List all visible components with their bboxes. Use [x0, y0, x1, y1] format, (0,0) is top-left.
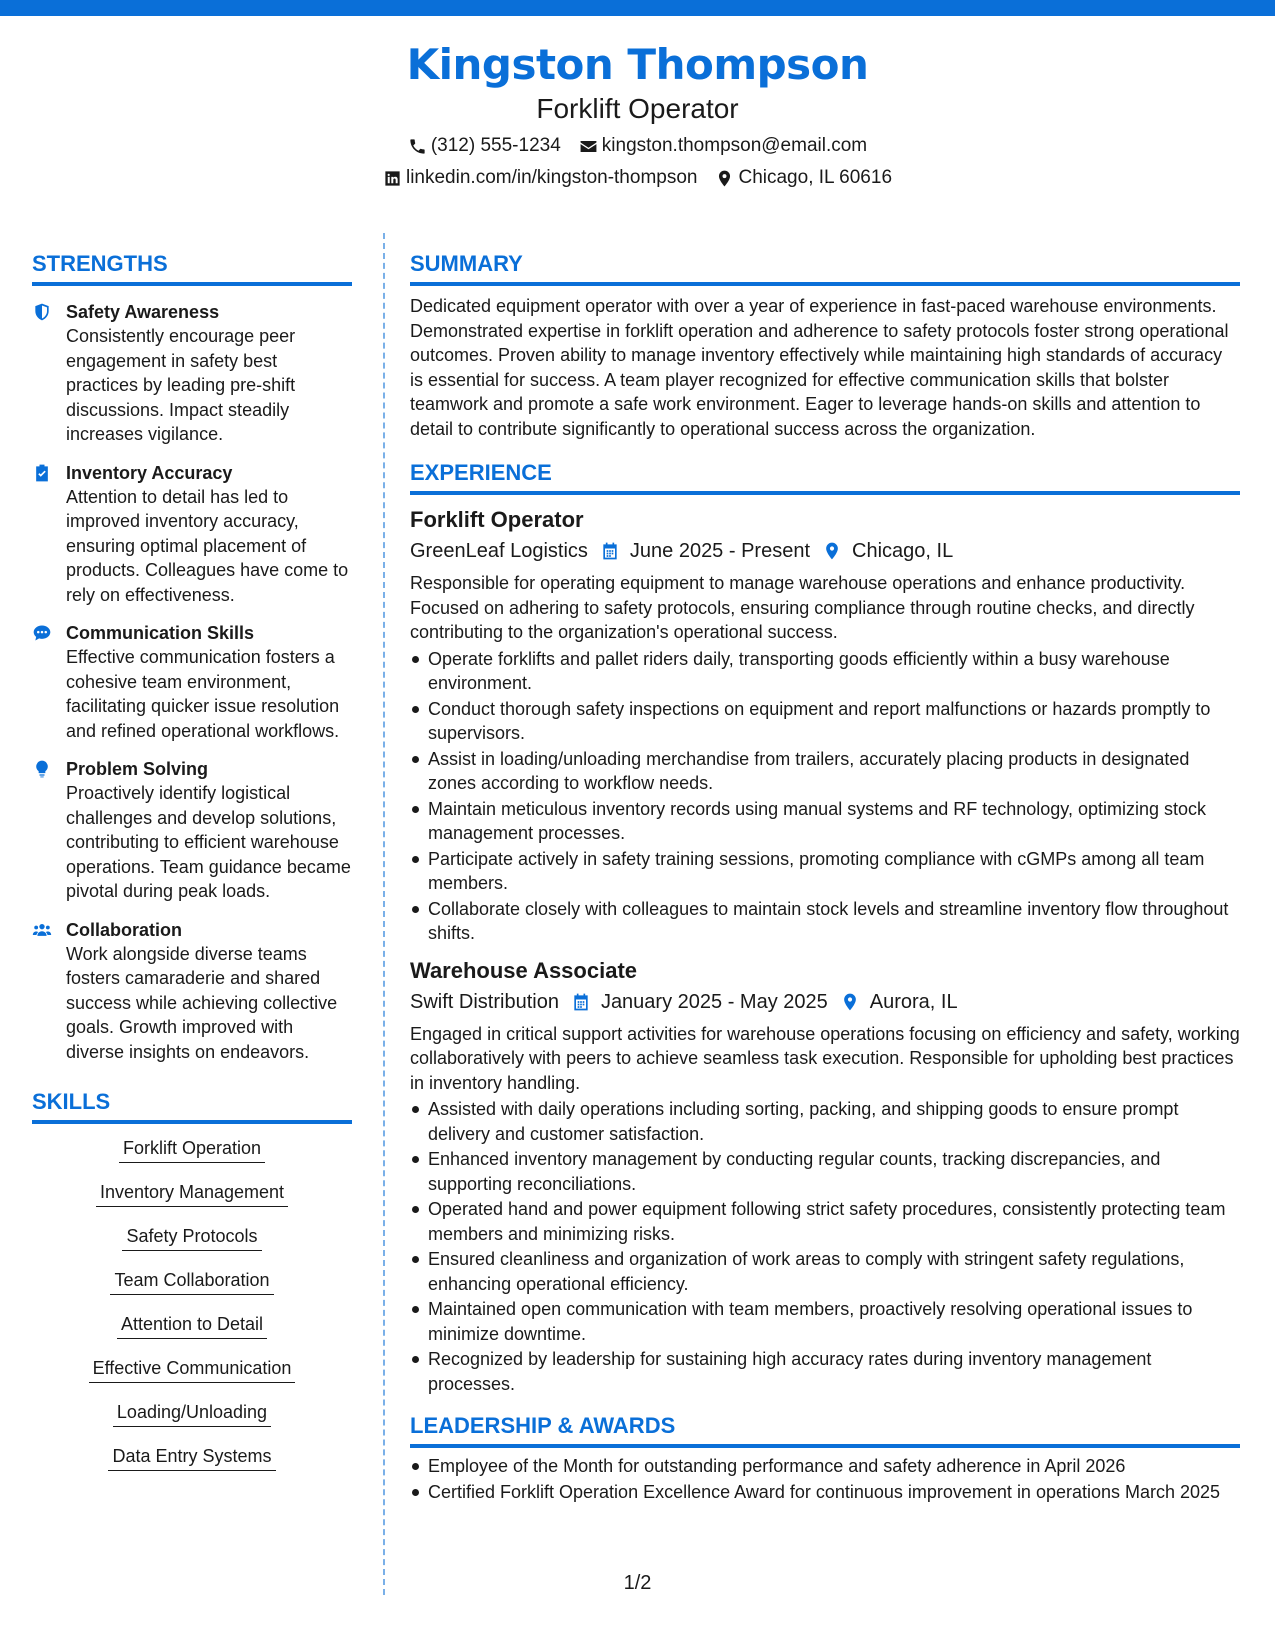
bullet-item: Operate forklifts and pallet riders daily, transporting goods efficiently within a busy warehouse environment. [410, 647, 1240, 696]
award-item: Employee of the Month for outstanding performance and safety adherence in April 2026 [410, 1454, 1240, 1479]
strength-title: Inventory Accuracy [66, 462, 233, 483]
bullet-item: Maintained open communication with team members, proactively resolving operational issues to minimize downtime. [410, 1297, 1240, 1346]
job-location: Aurora, IL [869, 990, 958, 1013]
envelope-icon [579, 137, 598, 156]
bullet-item: Collaborate closely with colleagues to maintain stock levels and streamline inventory flow throughout shifts. [410, 897, 1240, 946]
strength-title: Collaboration [66, 919, 182, 940]
strength-item [32, 621, 352, 743]
bullet-item: Conduct thorough safety inspections on equipment and report malfunctions or hazards promptly to supervisors. [410, 697, 1240, 746]
job-description: Engaged in critical support activities for warehouse operations focusing on efficiency and safety, working collaboratively with peers to achieve seamless task execution. Responsible for upholding best practices in inventory handling. [410, 1023, 1240, 1093]
map-pin-icon [715, 169, 734, 188]
bullet-item: Ensured cleanliness and organization of work areas to comply with stringent safety regulations, enhancing operational efficiency. [410, 1247, 1240, 1296]
phone-text: (312) 555-1234 [430, 135, 561, 156]
job-title: Warehouse Associate [410, 957, 638, 983]
map-pin-icon [822, 541, 842, 561]
awards-heading: LEADERSHIP & AWARDS [410, 1412, 1240, 1448]
job-title: Forklift Operator [410, 507, 584, 532]
company-name: Swift Distribution [410, 990, 559, 1013]
experience-heading: EXPERIENCE [410, 459, 1240, 495]
strength-item [32, 300, 352, 447]
strength-title: Communication Skills [66, 623, 255, 643]
users-icon [32, 920, 52, 940]
award-item: Certified Forklift Operation Excellence Award for continuous improvement in operations March 2025 [410, 1480, 1240, 1505]
email-text: kingston.thompson@email.com [601, 135, 868, 156]
left-column [32, 250, 352, 1488]
bullet-item: Recognized by leadership for sustaining high accuracy rates during inventory management processes. [410, 1347, 1240, 1396]
job-meta [410, 988, 1240, 1016]
skill-item: Safety Protocols [122, 1224, 261, 1251]
strength-item [32, 461, 352, 608]
bullet-item: Participate actively in safety training sessions, promoting compliance with cGMPs among all team members. [410, 847, 1240, 896]
job-meta [410, 537, 1240, 565]
contact-row-2 [0, 166, 1275, 190]
experience-section [410, 459, 1240, 1396]
strength-description: Work alongside diverse teams fosters camaraderie and shared success while achieving collective goals. Growth improved with diverse insights on endeavors. [66, 943, 338, 1062]
job-location: Chicago, IL [852, 540, 954, 562]
chat-bubble-icon [32, 623, 52, 643]
shield-icon [32, 302, 52, 322]
skills-heading: SKILLS [32, 1088, 352, 1124]
contact-row-1 [0, 134, 1275, 158]
job-description: Responsible for operating equipment to manage warehouse operations and enhance productivity. Focused on adhering to safety protocols, ensuring compliance through routine checks, and directly contributing to the organization's operational success. [410, 573, 1195, 642]
linkedin-text: linkedin.com/in/kingston-thompson [405, 167, 698, 188]
skill-item: Forklift Operation [119, 1136, 265, 1163]
summary-text: Dedicated equipment operator with over a year of experience in fast-paced warehouse environments. Demonstrated expertise in forklift operation and adherence to safety protocols foster strong operational outcomes. Proven ability to manage inventory effectively while maintaining high standards of accuracy is essential for success. A team player recognized for effective communication skills that bolster teamwork and promote a safe work environment. Eager to leverage hands-on skills and attention to detail to contribute significantly to operational success across the organization. [410, 296, 1229, 439]
clipboard-check-icon [32, 463, 52, 483]
skills-section [32, 1088, 352, 1488]
awards-list [410, 1454, 1240, 1504]
strength-description: Consistently encourage peer engagement in safety best practices by leading pre-shift discussions. Impact steadily increases vigilance. [66, 326, 296, 444]
bullet-item: Enhanced inventory management by conducting regular counts, tracking discrepancies, and supporting reconciliations. [410, 1147, 1240, 1196]
location-text: Chicago, IL 60616 [738, 167, 893, 188]
job-bullets [410, 1097, 1240, 1396]
candidate-title: Forklift Operator [536, 93, 739, 124]
job-dates: January 2025 - May 2025 [600, 990, 828, 1013]
linkedin-icon [383, 169, 402, 188]
page-number: 1/2 [623, 1572, 652, 1594]
skills-list [32, 1136, 352, 1488]
job-bullets [410, 647, 1240, 946]
job-entry [410, 505, 1240, 946]
calendar-icon [600, 541, 620, 561]
skill-item: Team Collaboration [110, 1268, 273, 1295]
strength-description: Attention to detail has led to improved inventory accuracy, ensuring optimal placement of products. Colleagues have come to rely on effectiveness. [66, 486, 349, 605]
skill-item: Effective Communication [89, 1356, 296, 1383]
strength-title: Safety Awareness [66, 302, 220, 322]
strength-item [32, 757, 352, 904]
bullet-item: Assist in loading/unloading merchandise from trailers, accurately placing products in designated zones according to workflow needs. [410, 747, 1240, 796]
map-pin-icon [840, 992, 860, 1012]
job-entry [410, 956, 1240, 1397]
skill-item: Inventory Management [96, 1180, 288, 1207]
strengths-heading: STRENGTHS [32, 250, 352, 286]
strength-title: Problem Solving [66, 759, 209, 779]
email-contact[interactable] [579, 134, 867, 158]
strength-description: Effective communication fosters a cohesive team environment, facilitating quicker issue resolution and refined operational workflows. [66, 647, 340, 741]
calendar-icon [571, 992, 591, 1012]
top-accent-bar [0, 0, 1275, 16]
company-name: GreenLeaf Logistics [410, 540, 588, 562]
right-column [410, 250, 1240, 1504]
strength-item [32, 918, 352, 1065]
bullet-item: Maintain meticulous inventory records using manual systems and RF technology, optimizing stock management processes. [410, 797, 1240, 846]
linkedin-contact[interactable] [383, 166, 698, 190]
job-dates: June 2025 - Present [629, 540, 811, 562]
bullet-item: Assisted with daily operations including sorting, packing, and shipping goods to ensure prompt delivery and customer satisfaction. [410, 1097, 1240, 1146]
column-divider [383, 233, 385, 1595]
lightbulb-icon [32, 759, 52, 779]
awards-section [410, 1412, 1240, 1504]
strength-description: Proactively identify logistical challenges and develop solutions, contributing to efficient warehouse operations. Team guidance became pivotal during peak loads. [66, 783, 351, 901]
bullet-item: Operated hand and power equipment following strict safety procedures, consistently protecting team members and minimizing risks. [410, 1197, 1240, 1246]
phone-contact [408, 134, 561, 158]
location-contact [715, 166, 892, 190]
phone-icon [408, 137, 427, 156]
skill-item: Data Entry Systems [108, 1444, 275, 1471]
candidate-name: Kingston Thompson [406, 40, 869, 89]
summary-heading: SUMMARY [410, 250, 1240, 286]
skill-item: Attention to Detail [117, 1312, 267, 1339]
resume-header [0, 38, 1275, 190]
skill-item: Loading/Unloading [113, 1400, 271, 1427]
